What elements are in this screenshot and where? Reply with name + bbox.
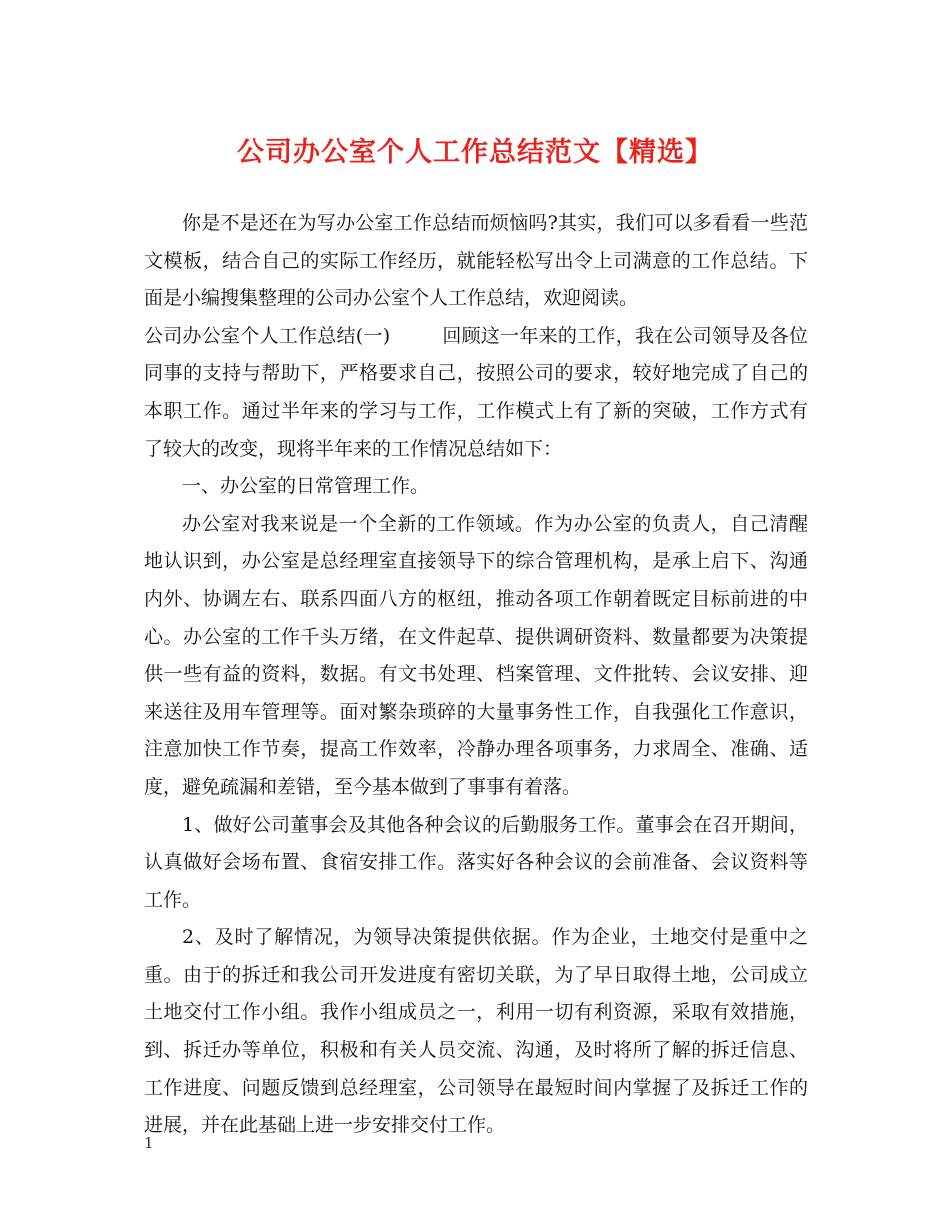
section-paragraph bbox=[144, 318, 808, 468]
document-title: 公司办公室个人工作总结范文【精选】 bbox=[237, 137, 713, 168]
office-role-paragraph: 办公室对我来说是一个全新的工作领域。作为办公室的负责人，自己清醒地认识到，办公室是总经理室直接领导下的综合管理机构，是承上启下、沟通内外、协调左右、联系四面八方的枢纽，推动各项工作朝着既定目标前进的中心。办公室的工作千头万绪，在文件起草、提供调研资料、数量都要为决策提供一些有益的资料，数据。有文书处理、档案管理、文件批转、会议安排、迎来送往及用车管理等。面对繁杂琐碎的大量事务性工作，自我强化工作意识，注意加快工作节奏，提高工作效率，冷静办理各项事务，力求周全、准确、适度，避免疏漏和差错，至今基本做到了事事有着落。 bbox=[144, 512, 808, 798]
land-delivery-paragraph: 2、及时了解情况，为领导决策提供依据。作为企业，土地交付是重中之重。由于的拆迁和我公司开发进度有密切关联，为了早日取得土地，公司成立土地交付工作小组。我作小组成员之一，利用一切有利资源，采取有效措施，到、拆迁办等单位，积极和有关人员交流、沟通，及时将所了解的拆迁信息、工作进度、问题反馈到总经理室，公司领导在最短时间内掌握了及拆迁工作的进展，并在此基础上进一步安排交付工作。 bbox=[144, 926, 808, 1137]
page-number: 1 bbox=[144, 1134, 154, 1152]
heading-daily-management: 一、办公室的日常管理工作。 bbox=[182, 475, 430, 498]
section-opening-text: 回顾这一年来的工作，我在公司领导及各位同事的支持与帮助下，严格要求自己，按照公司的要求，较好地完成了自己的本职工作。通过半年来的学习与工作，工作模式上有了新的突破，工作方式有了较大的改变，现将半年来的工作情况总结如下： bbox=[144, 324, 808, 460]
section-title: 公司办公室个人工作总结(一) bbox=[144, 324, 391, 347]
intro-paragraph: 你是不是还在为写办公室工作总结而烦恼吗?其实，我们可以多看看一些范文模板，结合自己的实际工作经历，就能轻松写出令上司满意的工作总结。下面是小编搜集整理的公司办公室个人工作总结，欢迎阅读。 bbox=[144, 212, 808, 310]
document-body bbox=[144, 205, 808, 1145]
board-meeting-paragraph: 1、做好公司董事会及其他各种会议的后勤服务工作。董事会在召开期间，认真做好会场布置、食宿安排工作。落实好各种会议的会前准备、会议资料等工作。 bbox=[144, 813, 808, 911]
